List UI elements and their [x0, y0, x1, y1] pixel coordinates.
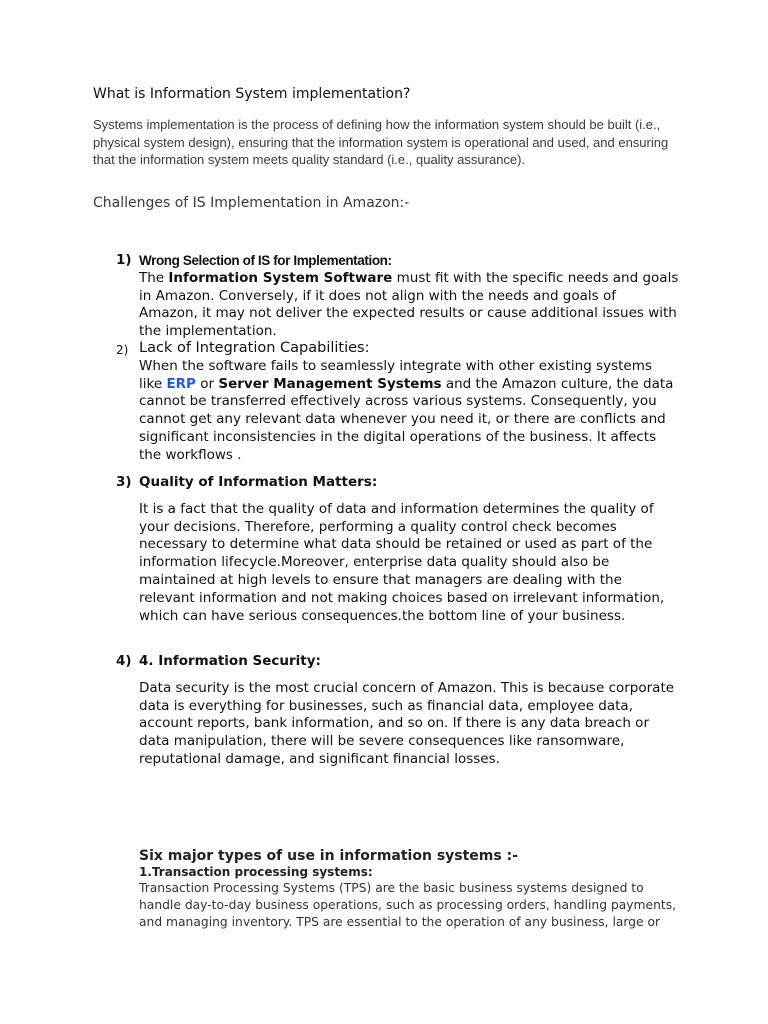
- item-1-text: The Information System Software must fit with the specific needs and goals in Amazon. Conversely, if it does not align with the needs and goals of Amazon, it may not deliver the expected results or cause additional issues with the implementation.: [139, 269, 679, 340]
- six-types-heading: Six major types of use in information systems :-: [139, 848, 518, 864]
- item-3-heading: Quality of Information Matters:: [139, 474, 378, 490]
- item-3-text: It is a fact that the quality of data and information determines the quality of your decisions. Therefore, performing a quality control check becomes necessary to determine what data should be retained or used as part of the information lifecycle.Moreover, enterprise data quality should also be maintained at high levels to ensure that managers are dealing with the relevant information and not making choices based on irrelevant information, which can have serious consequences.the bottom line of your business.: [139, 500, 665, 624]
- page-title: What is Information System implementation?: [93, 86, 411, 102]
- item-2-text: When the software fails to seamlessly integrate with other existing systems like ERP or Server Management Systems and the Amazon culture, the data cannot be transferred effectively across various systems. Consequently, you cannot get any relevant data whenever you need it, or there are conflicts and significant inconsistencies in the digital operations of the business. It affects the workflows .: [139, 357, 674, 463]
- erp-term: ERP: [166, 375, 196, 392]
- list-number-1: 1): [116, 252, 132, 268]
- tps-paragraph: Transaction Processing Systems (TPS) are the basic business systems designed to handle day-to-day business operations, such as processing orders, handling payments, and managing inventory. TPS are essential to the operation of any business, large or: [139, 881, 677, 929]
- tps-subheading: 1.Transaction processing systems:: [139, 865, 373, 879]
- item-4-heading: 4. Information Security:: [139, 653, 321, 669]
- list-number-4: 4): [116, 653, 132, 669]
- item-1-heading: Wrong Selection of IS for Implementation:: [139, 253, 392, 268]
- item-2-heading: Lack of Integration Capabilities:: [139, 340, 370, 356]
- list-number-2: 2): [116, 343, 129, 357]
- list-number-3: 3): [116, 474, 132, 490]
- item-4-text: Data security is the most crucial concern of Amazon. This is because corporate data is everything for businesses, such as financial data, employee data, account reports, bank information, and so on. If there is any data breach or data manipulation, there will be severe consequences like ransomware, reputational damage, and significant financial losses.: [139, 679, 675, 767]
- challenges-heading: Challenges of IS Implementation in Amazon:-: [93, 195, 410, 211]
- six-types-section: [139, 848, 699, 931]
- intro-paragraph: Systems implementation is the process of defining how the information system should be built (i.e., physical system design), ensuring that the information system is operational and used, and ensuring that the information system meets quality standard (i.e., quality assurance).: [93, 117, 669, 167]
